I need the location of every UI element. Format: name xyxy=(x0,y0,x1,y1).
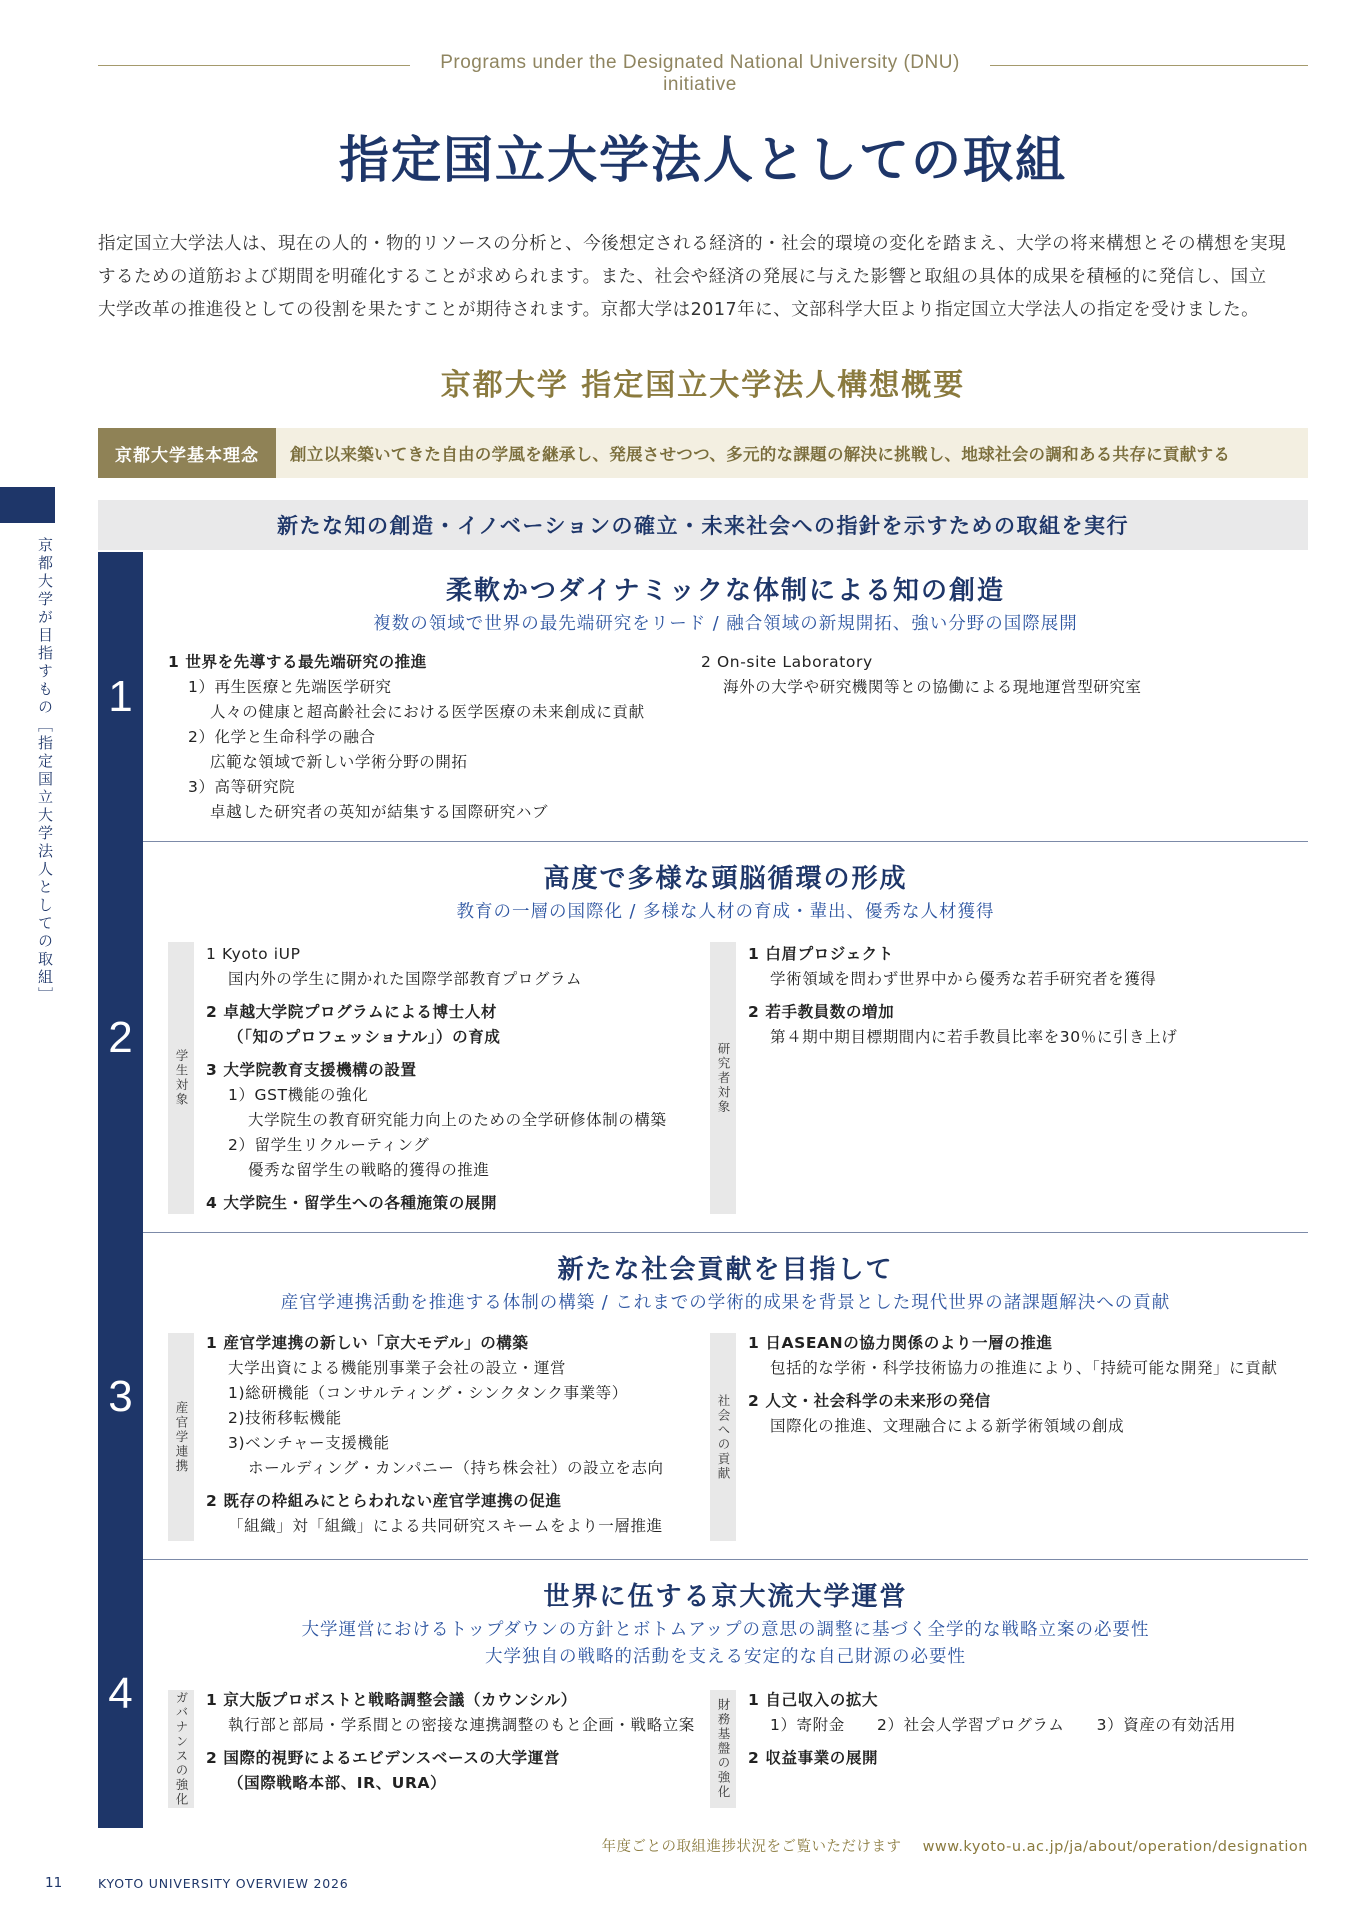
target-tag-governance: ガバナンスの強化 xyxy=(168,1690,194,1808)
list-item: 学術領域を問わず世界中から優秀な若手研究者を獲得 xyxy=(770,970,1157,988)
section-number: 1 xyxy=(98,552,143,842)
page-title: 指定国立大学法人としての取組 xyxy=(339,130,1067,189)
section-right-column xyxy=(748,942,1177,1050)
section-left-column xyxy=(206,1688,695,1796)
list-item: 国内外の学生に開かれた国際学部教育プログラム xyxy=(228,970,583,988)
intro-line: 大学改革の推進役としての役割を果たすことが期待されます。京都大学は2017年に、文部科学大臣より指定国立大学法人の指定を受けました。 xyxy=(98,300,1260,320)
list-item: 1 Kyoto iUP xyxy=(206,945,301,963)
section-left-column xyxy=(206,1331,664,1539)
section-subheading: 教育の一層の国際化 / 多様な人材の育成・輩出、優秀な人材獲得 xyxy=(456,902,995,922)
target-tag-students: 学生対象 xyxy=(168,942,194,1214)
list-item: 3)ベンチャー支援機能 xyxy=(228,1434,390,1452)
section-left-column xyxy=(168,650,645,825)
list-item: 広範な領域で新しい学術分野の開拓 xyxy=(210,753,468,771)
list-item: 「組織」対「組織」による共同研究スキームをより一層推進 xyxy=(228,1517,663,1535)
footer-note xyxy=(601,1835,1308,1856)
list-item: 2 人文・社会科学の未来形の発信 xyxy=(748,1392,991,1410)
target-tag-researchers: 研究者対象 xyxy=(710,942,736,1214)
list-item: 執行部と部局・学系間との密接な連携調整のもと企画・戦略立案 xyxy=(228,1716,695,1734)
list-item: 1）寄附金 2）社会人学習プログラム 3）資産の有効活用 xyxy=(770,1716,1236,1734)
list-item: 3 大学院教育支援機構の設置 xyxy=(206,1061,417,1079)
section-right-column xyxy=(748,1688,1236,1771)
page-number: 11 xyxy=(45,1875,63,1891)
intro-line: するための道筋および期間を明確化することが求められます。また、社会や経済の発展に与えた影響と取組の具体的成果を積極的に発信し、国立 xyxy=(98,267,1267,287)
section-4 xyxy=(98,1560,1308,1828)
list-item: （「知のプロフェッショナル」）の育成 xyxy=(228,1028,501,1046)
intro-line: 指定国立大学法人は、現在の人的・物的リソースの分析と、今後想定される経済的・社会的環境の変化を踏まえ、大学の将来構想とその構想を実現 xyxy=(98,234,1287,254)
list-item: 1 世界を先導する最先端研究の推進 xyxy=(168,653,427,671)
section-right-column xyxy=(748,1331,1277,1439)
section-heading: 世界に伍する京大流大学運営 xyxy=(543,1582,908,1612)
list-item: 包括的な学術・科学技術協力の推進により、「持続可能な開発」に貢献 xyxy=(770,1359,1278,1377)
list-item: 2）化学と生命科学の融合 xyxy=(188,728,376,746)
section-number: 2 xyxy=(98,842,143,1233)
list-item: 2）留学生リクルーティング xyxy=(228,1136,430,1154)
list-item: 2 既存の枠組みにとらわれない産官学連携の促進 xyxy=(206,1492,562,1510)
list-item: 大学出資による機能別事業子会社の設立・運営 xyxy=(228,1359,567,1377)
list-item: （国際戦略本部、IR、URA） xyxy=(228,1774,447,1792)
intro-paragraph xyxy=(98,228,1308,327)
list-item: 人々の健康と超高齢社会における医学医療の未来創成に貢献 xyxy=(210,703,645,721)
list-item: 1)総研機能（コンサルティング・シンクタンク事業等） xyxy=(228,1384,628,1402)
list-item: 1 白眉プロジェクト xyxy=(748,945,894,963)
header-label: Programs under the Designated National University (DNU) initiative xyxy=(440,52,960,95)
list-item: 2)技術移転機能 xyxy=(228,1409,342,1427)
side-tab xyxy=(0,487,55,523)
list-item: 1）再生医療と先端医学研究 xyxy=(188,678,392,696)
list-item: 2 国際的視野によるエビデンスベースの大学運営 xyxy=(206,1749,560,1767)
side-label: 京都大学が目指すもの［指定国立大学法人としての取組］ xyxy=(36,537,54,1005)
section-left-column xyxy=(206,942,667,1216)
section-2 xyxy=(98,842,1308,1233)
section-heading: 高度で多様な頭脳循環の形成 xyxy=(543,864,908,894)
list-item: 4 大学院生・留学生への各種施策の展開 xyxy=(206,1194,498,1212)
list-item: 第４期中期目標期間内に若手教員比率を30％に引き上げ xyxy=(770,1028,1178,1046)
philosophy-text: 創立以来築いてきた自由の学風を継承し、発展させつつ、多元的な課題の解決に挑戦し、地球社会の調和ある共存に貢献する xyxy=(290,445,1231,464)
section-right-column xyxy=(701,650,1142,700)
list-item: 2 On-site Laboratory xyxy=(701,653,873,671)
list-item: 卓越した研究者の英知が結集する国際研究ハブ xyxy=(210,803,549,821)
initiative-banner: 新たな知の創造・イノベーションの確立・未来社会への指針を示すための取組を実行 xyxy=(98,500,1308,550)
section-1 xyxy=(98,552,1308,842)
target-tag-society: 社会への貢献 xyxy=(710,1333,736,1541)
progress-note: 年度ごとの取組進捗状況をご覧いただけます xyxy=(601,1839,902,1855)
section-subheading: 大学運営におけるトップダウンの方針とボトムアップの意思の調整に基づく全学的な戦略立案の必要性 xyxy=(301,1620,1150,1640)
list-item: 国際化の推進、文理融合による新学術領域の創成 xyxy=(770,1417,1125,1435)
list-item: 優秀な留学生の戦略的獲得の推進 xyxy=(248,1161,490,1179)
target-tag-finance: 財務基盤の強化 xyxy=(710,1690,736,1808)
list-item: 1 産官学連携の新しい「京大モデル」の構築 xyxy=(206,1334,529,1352)
section-subheading: 産官学連携活動を推進する体制の構築 / これまでの学術的成果を背景とした現代世界の諸課題解決への貢献 xyxy=(280,1293,1171,1313)
header-rule-left xyxy=(98,65,410,66)
list-item: 1 京大版プロボストと戦略調整会議（カウンシル） xyxy=(206,1691,577,1709)
section-3 xyxy=(98,1233,1308,1560)
list-item: 2 収益事業の展開 xyxy=(748,1749,879,1767)
list-item: 1 自己収入の拡大 xyxy=(748,1691,879,1709)
section-number: 3 xyxy=(98,1233,143,1560)
designation-url-link[interactable]: www.kyoto-u.ac.jp/ja/about/operation/designation xyxy=(922,1839,1308,1855)
section-heading: 新たな社会貢献を目指して xyxy=(557,1255,894,1285)
philosophy-bar xyxy=(98,428,1308,478)
list-item: 大学院生の教育研究能力向上のための全学研修体制の構築 xyxy=(248,1111,667,1129)
list-item: 2 若手教員数の増加 xyxy=(748,1003,895,1021)
list-item: 3）高等研究院 xyxy=(188,778,296,796)
section-heading: 柔軟かつダイナミックな体制による知の創造 xyxy=(446,576,1005,606)
section-subheading-2: 大学独自の戦略的活動を支える安定的な自己財源の必要性 xyxy=(485,1647,966,1667)
philosophy-label: 京都大学基本理念 xyxy=(98,428,276,478)
list-item: 1）GST機能の強化 xyxy=(228,1086,369,1104)
list-item: 1 日ASEANの協力関係のより一層の推進 xyxy=(748,1334,1053,1352)
section-number: 4 xyxy=(98,1560,143,1828)
list-item: 2 卓越大学院プログラムによる博士人材 xyxy=(206,1003,497,1021)
header-rule-right xyxy=(990,65,1308,66)
list-item: ホールディング・カンパニー（持ち株会社）の設立を志向 xyxy=(248,1459,664,1477)
list-item: 海外の大学や研究機関等との協働による現地運営型研究室 xyxy=(723,678,1142,696)
publication-name: KYOTO UNIVERSITY OVERVIEW 2026 xyxy=(98,1876,349,1891)
overview-title: 京都大学 指定国立大学法人構想概要 xyxy=(440,368,966,403)
section-subheading: 複数の領域で世界の最先端研究をリード / 融合領域の新規開拓、強い分野の国際展開 xyxy=(373,614,1078,634)
target-tag-industry: 産官学連携 xyxy=(168,1333,194,1541)
